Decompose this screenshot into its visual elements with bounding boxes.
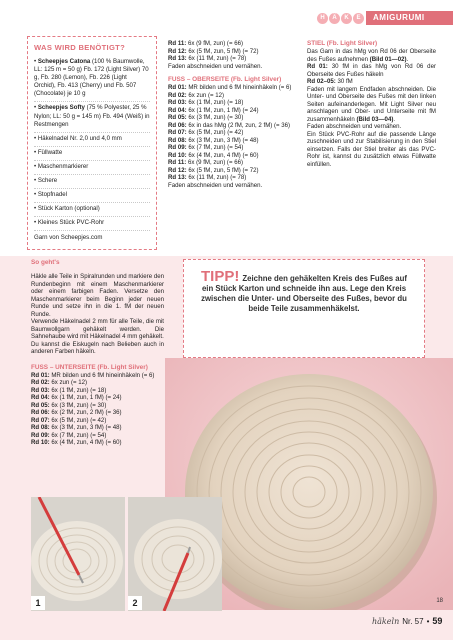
round-line: Rd 12: 6x (5 fM, zun, 5 fM) (= 72)	[168, 47, 259, 55]
ribbon-dot: Ä	[329, 13, 340, 24]
round-line: Rd 08: 6x (3 fM, zun, 3 fM) (= 48)	[31, 424, 122, 431]
pattern-column-right	[307, 40, 436, 168]
round-line: Rd 06: 6x in das hMg (2 fM, zun, 2 fM) (= 36)	[168, 121, 291, 129]
materials-item: • Häkelnadel Nr. 2,0 und 4,0 mm	[34, 133, 150, 147]
magazine-name: häkeln	[372, 616, 400, 626]
section-tag: AMIGURUMI	[366, 11, 453, 25]
paragraph: Faden abschneiden und vernähen.	[307, 123, 402, 130]
round-line: Rd 02–05: 30 fM	[307, 78, 353, 85]
round-line: Rd 12: 6x (5 fM, zun, 5 fM) (= 72)	[168, 166, 259, 174]
tip-text: Zeichne den gehäkelten Kreis des Fußes auf ein Stück Karton und schneide ihn aus. Lege den Kreis zwischen die Unter- und Oberseite des Fußes, bevor du beide Teile zusammenhäkelst.	[201, 274, 407, 313]
round-line: Rd 05: 6x (3 fM, zun) (= 30)	[31, 401, 107, 409]
instruction-text: Faden abschneiden und vernähen.	[168, 181, 263, 189]
round-line: Rd 10: 6x (4 fM, zun, 4 fM) (= 60)	[31, 439, 122, 446]
step-photo-2	[128, 497, 222, 611]
paragraph: Das Garn in das hMg von Rd 06 der Oberseite des Fußes aufnehmen (Bild 01—02).	[307, 48, 436, 63]
step-photo-number: 2	[128, 596, 142, 610]
round-line: Rd 11: 6x (9 fM, zun) (= 66)	[168, 159, 244, 166]
step-photo-1	[31, 497, 125, 611]
round-line: Rd 09: 6x (7 fM, zun) (= 54)	[31, 431, 107, 439]
round-line: Rd 13: 6x (11 fM, zun) (= 78)	[168, 174, 247, 181]
photo-page-corner-label: 18	[436, 598, 443, 604]
materials-item: • Füllwatte	[34, 147, 150, 161]
section-heading: So geht's	[31, 259, 60, 266]
pattern-column-middle	[168, 40, 296, 189]
howto-column	[31, 259, 164, 447]
round-line: Rd 11: 6x (9 fM, zun) (= 66)	[168, 40, 244, 47]
section-heading: FUSS – OBERSEITE (Fb. Light Silver)	[168, 76, 282, 83]
round-line: Rd 08: 6x (3 fM, zun, 3 fM) (= 48)	[168, 136, 259, 144]
round-line: Rd 03: 6x (1 fM, zun) (= 18)	[31, 386, 107, 394]
materials-item: • Kleines Stück PVC-Rohr	[34, 217, 150, 231]
paragraph: Häkle alle Teile in Spiralrunden und markiere den Rundenbeginn mit einem Maschenmarkierer oder einem farbigen Faden. Versetze den Maschenmarkierer beim Beginn jeder neuen Runde und setze ihn in die 1. fM der neuen Runde.	[31, 273, 164, 318]
round-line: Rd 06: 6x (2 fM, zun, 2 fM) (= 36)	[31, 409, 122, 416]
materials-item: • Schere	[34, 175, 150, 189]
instruction-text: Faden abschneiden und vernähen.	[168, 62, 263, 70]
round-line: Rd 04: 6x (1 fM, zun, 1 fM) (= 24)	[168, 106, 259, 114]
round-line: Rd 03: 6x (1 fM, zun) (= 18)	[168, 99, 244, 106]
section-heading: FUSS – UNTERSEITE (Fb. Light Silver)	[31, 363, 148, 371]
round-line: Rd 07: 6x (5 fM, zun) (= 42)	[31, 416, 107, 424]
paragraph: Faden mit langem Endfaden abschneiden. Die Unter- und Oberseite des Fußes mit den linken Seiten aufeinanderlegen. Mit Light Silver neu anschlagen und Ober- und Unterseite mit fM zusammenhäkeln (Bild 03—04).	[307, 85, 436, 123]
round-line: Rd 02: 6x zun (= 12)	[168, 91, 225, 99]
paragraph: Ein Stück PVC-Rohr auf die passende Länge zuschneiden und zur Stabilisierung in den Stiel einsetzen. Falls der Stiel breiter als das PVC-Rohr ist, kannst du zusätzlich etwas Füllwatte einfüllen.	[307, 130, 436, 168]
round-line: Rd 04: 6x (1 fM, zun, 1 fM) (= 24)	[31, 394, 122, 401]
materials-item: • Stopfnadel	[34, 189, 150, 203]
materials-item: • Scheepjes Catona (100 % Baumwolle, LL: 125 m = 50 g) Fb. 172 (Light Silver) 70 g, Fb. 280 (Lemon), Fb. 226 (Light Orchid), Fb. 413 (Cherry) und Fb. 507 (Chocolate) je 10 g	[34, 56, 150, 102]
tip-box	[183, 259, 425, 358]
section-ribbon	[317, 11, 365, 25]
page-number: 59	[432, 616, 443, 626]
round-line: Rd 01: 30 fM in das hMg von Rd 06 der Oberseite des Fußes häkeln	[307, 63, 436, 78]
round-line: Rd 07: 6x (5 fM, zun) (= 42)	[168, 129, 244, 136]
materials-title: WAS WIRD BENÖTIGT?	[34, 43, 126, 52]
materials-item: • Maschenmarkierer	[34, 161, 150, 175]
step-photo-number: 1	[31, 596, 45, 610]
paragraph: Du kannst die Eiskugeln nach Belieben auch in anderen Farben häkeln.	[31, 340, 164, 355]
page-footer	[372, 616, 442, 626]
round-line: Rd 10: 6x (4 fM, zun, 4 fM) (= 60)	[168, 151, 259, 159]
round-line: Rd 05: 6x (3 fM, zun) (= 30)	[168, 114, 244, 121]
section-heading: STIEL (Fb. Light Silver)	[307, 40, 378, 47]
round-line: Rd 13: 6x (11 fM, zun) (= 78)	[168, 55, 247, 62]
footer-bullet: •	[426, 616, 430, 626]
materials-item: • Scheepjes Softy (75 % Polyester, 25 % Nylon; LL: 50 g = 145 m) Fb. 494 (Weiß) in Restmengen	[34, 102, 150, 132]
ribbon-dot: K	[341, 13, 352, 24]
ribbon-dot: E	[353, 13, 364, 24]
tip-label: TIPP!	[201, 268, 240, 285]
materials-footer: Garn von Scheepjes.com	[34, 234, 103, 242]
paragraph: Verwende Häkelnadel 2 mm für alle Teile, die mit Baumwollgarn gehäkelt werden. Die Sahnehaube wird mit Häkelnadel 4 mm gehäkelt.	[31, 318, 164, 340]
round-line: Rd 09: 6x (7 fM, zun) (= 54)	[168, 144, 244, 151]
issue-number: Nr. 57	[402, 616, 424, 626]
materials-item: • Stück Karton (optional)	[34, 203, 150, 217]
round-line: Rd 01: MR bilden und 6 fM hineinhäkeln (= 6)	[168, 84, 292, 91]
materials-box	[27, 36, 157, 250]
materials-list	[34, 56, 150, 231]
round-line: Rd 01: MR bilden und 6 fM hineinhäkeln (= 6)	[31, 371, 155, 379]
ribbon-dot: H	[317, 13, 328, 24]
round-line: Rd 02: 6x zun (= 12)	[31, 379, 88, 386]
